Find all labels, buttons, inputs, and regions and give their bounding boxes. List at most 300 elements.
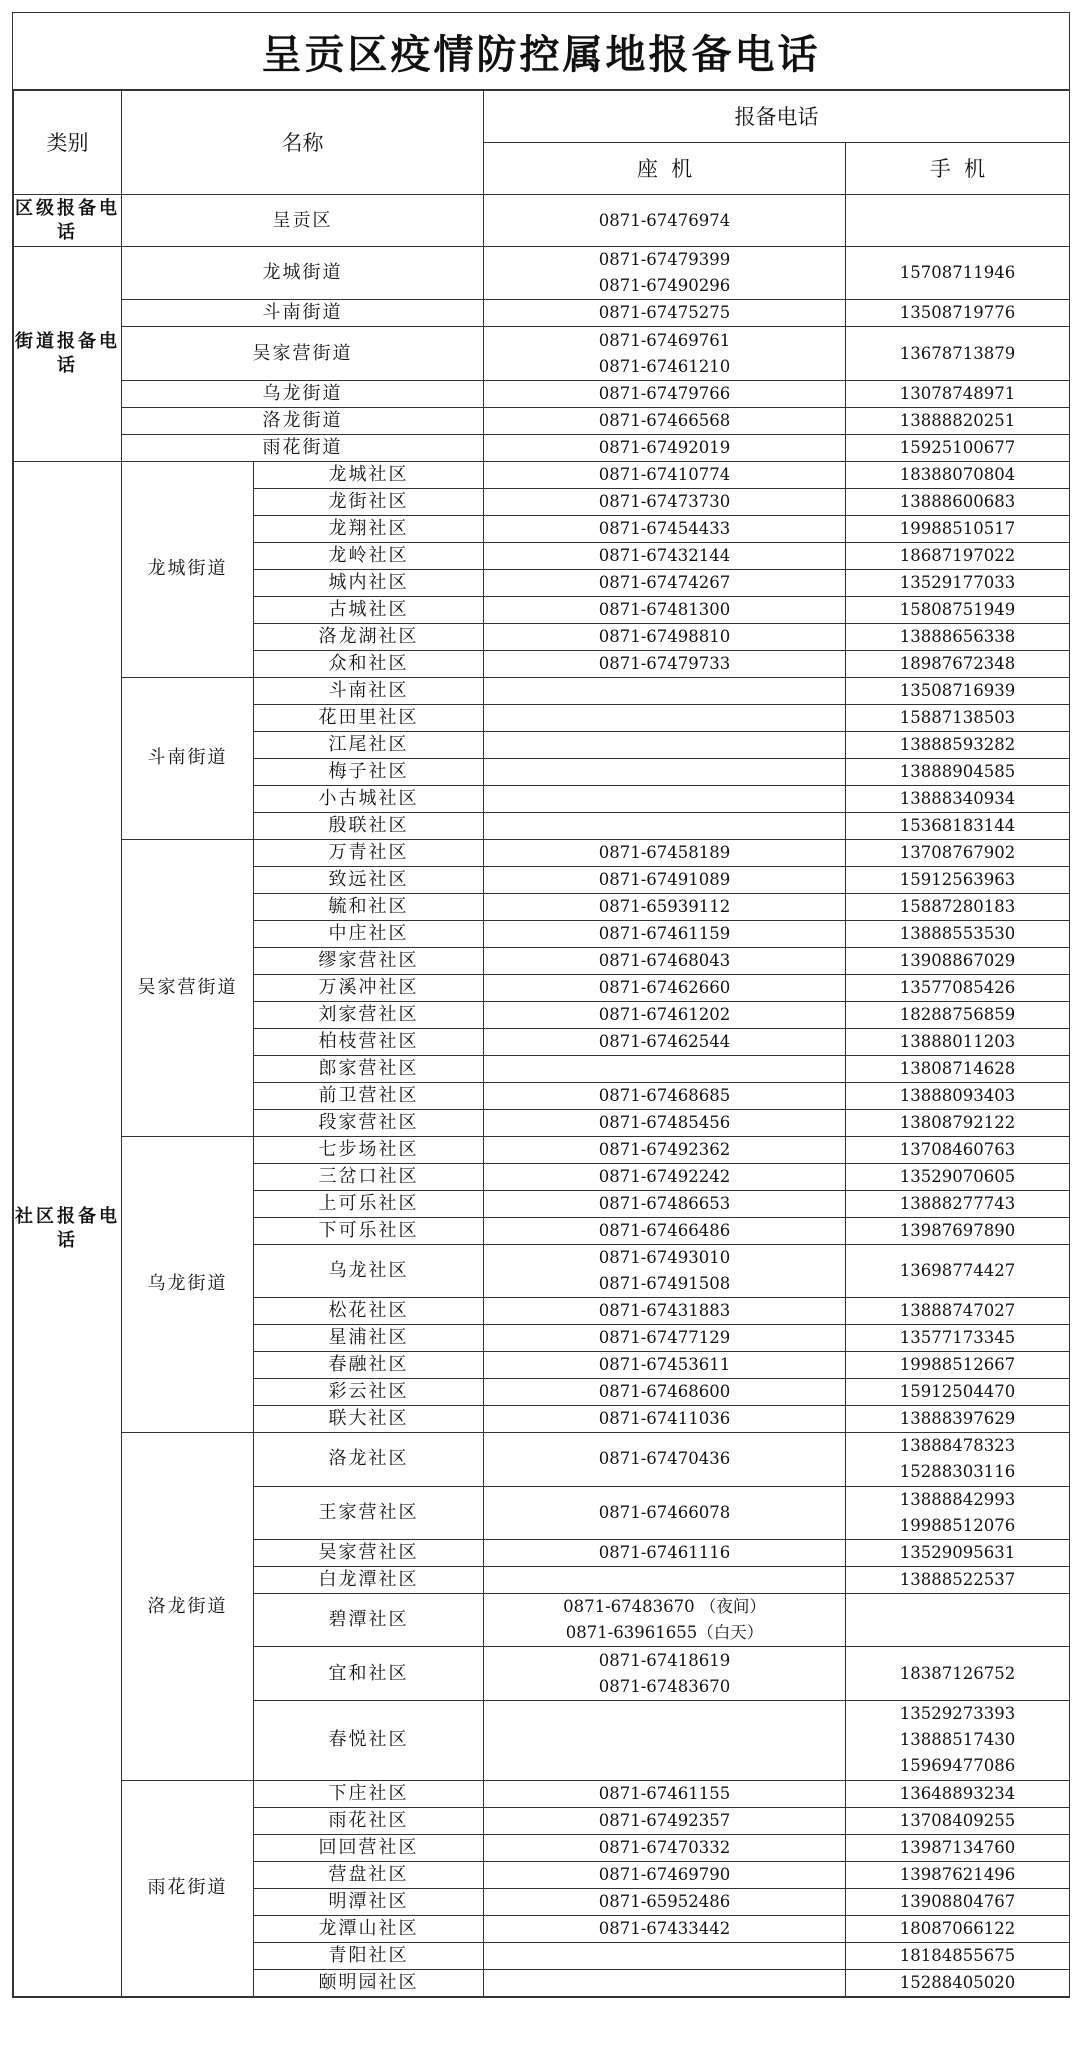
landline-cell	[484, 461, 846, 488]
mobile-cell-line: 13888656338	[899, 626, 1016, 646]
landline-cell-line: 0871-67466568	[598, 410, 731, 430]
landline-cell	[484, 947, 846, 974]
landline-cell	[484, 1888, 846, 1915]
community-name: 星浦社区	[254, 1325, 484, 1352]
landline-cell	[484, 974, 846, 1001]
mobile-cell-line: 13888093403	[899, 1085, 1016, 1105]
landline-cell	[484, 300, 846, 327]
mobile-cell-line: 15368183144	[899, 815, 1016, 835]
landline-cell	[484, 380, 846, 407]
mobile-cell	[846, 839, 1070, 866]
mobile-cell	[846, 1861, 1070, 1888]
mobile-cell	[846, 1807, 1070, 1834]
landline-cell	[484, 515, 846, 542]
header-category: 类别	[14, 91, 122, 195]
landline-cell	[484, 195, 846, 247]
landline-cell-line: 0871-67411036	[598, 1409, 731, 1429]
landline-cell-line: 0871-67466486	[598, 1220, 731, 1240]
mobile-cell	[846, 1190, 1070, 1217]
community-name: 梅子社区	[254, 758, 484, 785]
mobile-cell-line: 18388070804	[899, 464, 1016, 484]
mobile-cell-line: 19988510517	[899, 518, 1016, 538]
community-name: 龙潭山社区	[254, 1915, 484, 1942]
landline-cell-line: 0871-67462660	[598, 977, 731, 997]
community-name: 毓和社区	[254, 893, 484, 920]
mobile-cell-line: 13648893234	[899, 1783, 1016, 1803]
table-row	[14, 461, 1070, 488]
community-name: 吴家营社区	[254, 1539, 484, 1566]
landline-cell	[484, 1379, 846, 1406]
page-title: 呈贡区疫情防控属地报备电话	[13, 13, 1069, 90]
row-name: 斗南街道	[122, 300, 484, 327]
landline-cell	[484, 920, 846, 947]
landline-cell	[484, 327, 846, 380]
community-name: 春融社区	[254, 1352, 484, 1379]
mobile-cell	[846, 1217, 1070, 1244]
landline-cell-line: 0871-67479766	[598, 383, 731, 403]
mobile-cell-line: 15708711946	[899, 263, 1016, 283]
landline-cell	[484, 1861, 846, 1888]
mobile-cell-line: 13708460763	[899, 1139, 1016, 1159]
landline-cell-line: 0871-67469761	[598, 330, 731, 350]
mobile-cell	[846, 785, 1070, 812]
landline-cell	[484, 1700, 846, 1780]
landline-cell-line: 0871-65952486	[598, 1891, 731, 1911]
mobile-cell	[846, 704, 1070, 731]
mobile-cell-line: 13508719776	[899, 303, 1016, 323]
category-cell: 社区报备电话	[14, 461, 122, 1996]
community-name: 青阳社区	[254, 1942, 484, 1969]
landline-cell-line: 0871-67491089	[598, 869, 731, 889]
mobile-cell	[846, 1647, 1070, 1700]
landline-cell-line: 0871-67461116	[598, 1542, 731, 1562]
landline-cell	[484, 1647, 846, 1700]
table-row	[14, 1136, 1070, 1163]
mobile-cell-line: 13987697890	[899, 1220, 1016, 1240]
mobile-cell	[846, 1082, 1070, 1109]
header-name: 名称	[122, 91, 484, 195]
mobile-cell-line: 13987134760	[899, 1837, 1016, 1857]
landline-cell-line: 0871-67490296	[598, 276, 731, 296]
mobile-cell-line: 13888478323	[899, 1436, 1016, 1456]
landline-cell-line: 0871-67462544	[598, 1031, 731, 1051]
landline-cell	[484, 1942, 846, 1969]
mobile-cell-line: 18087066122	[899, 1918, 1016, 1938]
landline-cell-line: 0871-67493010	[598, 1247, 731, 1267]
landline-cell	[484, 1244, 846, 1297]
table-row	[14, 247, 1070, 300]
community-name: 城内社区	[254, 569, 484, 596]
street-group-cell: 龙城街道	[122, 461, 254, 677]
landline-cell-line: 0871-67485456	[598, 1112, 731, 1132]
community-name: 宜和社区	[254, 1647, 484, 1700]
table-row	[14, 195, 1070, 247]
community-name: 回回营社区	[254, 1834, 484, 1861]
mobile-cell-line: 18387126752	[899, 1663, 1016, 1683]
landline-cell	[484, 1325, 846, 1352]
mobile-cell	[846, 920, 1070, 947]
mobile-cell	[846, 947, 1070, 974]
row-name: 吴家营街道	[122, 327, 484, 380]
landline-cell	[484, 731, 846, 758]
mobile-cell	[846, 542, 1070, 569]
landline-cell-line: 0871-67477129	[598, 1328, 731, 1348]
table-row	[14, 380, 1070, 407]
mobile-cell	[846, 1109, 1070, 1136]
landline-cell	[484, 1298, 846, 1325]
mobile-cell	[846, 596, 1070, 623]
community-name: 斗南社区	[254, 677, 484, 704]
mobile-cell-line: 13888904585	[899, 761, 1016, 781]
mobile-cell-line: 15887280183	[899, 896, 1016, 916]
landline-cell-line: 0871-67475275	[598, 303, 731, 323]
community-name: 碧潭社区	[254, 1593, 484, 1646]
community-name: 雨花社区	[254, 1807, 484, 1834]
landline-cell	[484, 488, 846, 515]
mobile-cell	[846, 1780, 1070, 1807]
mobile-cell-line: 13529095631	[899, 1542, 1016, 1562]
landline-cell	[484, 542, 846, 569]
mobile-cell-line: 13987621496	[899, 1864, 1016, 1884]
mobile-cell-line: 13577173345	[899, 1328, 1016, 1348]
mobile-cell	[846, 327, 1070, 380]
community-name: 三岔口社区	[254, 1163, 484, 1190]
mobile-cell-line: 13888747027	[899, 1301, 1016, 1321]
community-name: 下可乐社区	[254, 1217, 484, 1244]
mobile-cell-line: 13888842993	[899, 1489, 1016, 1509]
mobile-cell-line: 13888277743	[899, 1193, 1016, 1213]
community-name: 洛龙湖社区	[254, 623, 484, 650]
mobile-cell	[846, 1433, 1070, 1486]
community-name: 小古城社区	[254, 785, 484, 812]
community-name: 古城社区	[254, 596, 484, 623]
community-name: 众和社区	[254, 650, 484, 677]
landline-cell-line: 0871-67470332	[598, 1837, 731, 1857]
mobile-cell-line: 13888517430	[899, 1730, 1016, 1750]
landline-cell	[484, 893, 846, 920]
landline-cell	[484, 1190, 846, 1217]
landline-cell	[484, 1352, 846, 1379]
landline-cell-line: 0871-67418619	[598, 1650, 731, 1670]
mobile-cell-line: 13888820251	[899, 410, 1016, 430]
landline-cell	[484, 1566, 846, 1593]
table-row	[14, 839, 1070, 866]
mobile-cell-line: 15969477086	[899, 1756, 1016, 1776]
mobile-cell-line: 15808751949	[899, 599, 1016, 619]
phone-table	[13, 90, 1070, 1997]
landline-cell-line: 0871-67474267	[598, 572, 731, 592]
mobile-cell-line: 13888340934	[899, 788, 1016, 808]
community-name: 七步场社区	[254, 1136, 484, 1163]
mobile-cell	[846, 1298, 1070, 1325]
mobile-cell	[846, 488, 1070, 515]
table-row	[14, 1433, 1070, 1486]
landline-cell	[484, 1217, 846, 1244]
landline-cell-line: 0871-67498810	[598, 626, 731, 646]
mobile-cell-line: 13708767902	[899, 842, 1016, 862]
landline-cell-line: 0871-67491508	[598, 1273, 731, 1293]
mobile-cell	[846, 1834, 1070, 1861]
community-name: 上可乐社区	[254, 1190, 484, 1217]
street-group-cell: 吴家营街道	[122, 839, 254, 1136]
table-body	[14, 195, 1070, 1997]
landline-cell-line: 0871-67483670	[598, 1676, 731, 1696]
landline-cell-line: 0871-65939112	[598, 896, 731, 916]
mobile-cell	[846, 1700, 1070, 1780]
landline-cell	[484, 596, 846, 623]
landline-cell	[484, 1055, 846, 1082]
mobile-cell	[846, 434, 1070, 461]
table-row	[14, 1780, 1070, 1807]
landline-cell-line: 0871-67492242	[598, 1166, 731, 1186]
mobile-cell	[846, 1566, 1070, 1593]
mobile-cell	[846, 380, 1070, 407]
landline-cell	[484, 1486, 846, 1539]
mobile-cell-line: 15925100677	[899, 437, 1016, 457]
landline-cell-line: 0871-67461210	[598, 356, 731, 376]
landline-cell	[484, 677, 846, 704]
landline-cell	[484, 1433, 846, 1486]
landline-cell	[484, 1406, 846, 1433]
mobile-cell	[846, 650, 1070, 677]
mobile-cell-line: 15288303116	[899, 1462, 1016, 1482]
mobile-cell	[846, 1406, 1070, 1433]
mobile-cell-line: 13678713879	[899, 343, 1016, 363]
landline-cell-line: 0871-67476974	[598, 210, 731, 230]
community-name: 王家营社区	[254, 1486, 484, 1539]
mobile-cell	[846, 515, 1070, 542]
mobile-cell	[846, 1915, 1070, 1942]
category-cell: 街道报备电话	[14, 247, 122, 462]
landline-cell-line: 0871-67461159	[598, 923, 731, 943]
community-name: 段家营社区	[254, 1109, 484, 1136]
landline-cell-line: 0871-67466078	[598, 1502, 731, 1522]
landline-cell-line: 0871-67468685	[598, 1085, 731, 1105]
community-name: 下庄社区	[254, 1780, 484, 1807]
street-group-cell: 雨花街道	[122, 1780, 254, 1996]
community-name: 前卫营社区	[254, 1082, 484, 1109]
mobile-cell	[846, 1055, 1070, 1082]
table-row	[14, 677, 1070, 704]
community-name: 乌龙社区	[254, 1244, 484, 1297]
landline-cell-line: 0871-67468600	[598, 1382, 731, 1402]
mobile-cell-line: 18687197022	[899, 545, 1016, 565]
mobile-cell	[846, 893, 1070, 920]
landline-cell	[484, 785, 846, 812]
mobile-cell	[846, 1593, 1070, 1646]
mobile-cell	[846, 974, 1070, 1001]
mobile-cell-line: 13577085426	[899, 977, 1016, 997]
mobile-cell	[846, 407, 1070, 434]
mobile-cell-line: 13078748971	[899, 383, 1016, 403]
landline-cell-line: 0871-67461202	[598, 1004, 731, 1024]
mobile-cell-line: 13698774427	[899, 1260, 1016, 1280]
landline-cell	[484, 1780, 846, 1807]
community-name: 刘家营社区	[254, 1001, 484, 1028]
mobile-cell-line: 18288756859	[899, 1004, 1016, 1024]
landline-cell-line: 0871-67470436	[598, 1449, 731, 1469]
mobile-cell	[846, 812, 1070, 839]
header-landline: 座 机	[484, 143, 846, 195]
landline-cell	[484, 1834, 846, 1861]
landline-cell	[484, 650, 846, 677]
landline-cell	[484, 704, 846, 731]
table-row	[14, 434, 1070, 461]
mobile-cell	[846, 1325, 1070, 1352]
mobile-cell	[846, 1969, 1070, 1996]
landline-cell-line: 0871-67454433	[598, 518, 731, 538]
landline-cell	[484, 1082, 846, 1109]
landline-cell	[484, 1163, 846, 1190]
mobile-cell-line: 15912504470	[899, 1382, 1016, 1402]
community-name: 万青社区	[254, 839, 484, 866]
community-name: 柏枝营社区	[254, 1028, 484, 1055]
mobile-cell-line: 18184855675	[899, 1945, 1016, 1965]
landline-cell	[484, 407, 846, 434]
table-row	[14, 327, 1070, 380]
mobile-cell	[846, 758, 1070, 785]
mobile-cell-line: 13888593282	[899, 734, 1016, 754]
street-group-cell: 洛龙街道	[122, 1433, 254, 1781]
landline-cell	[484, 1593, 846, 1646]
landline-cell	[484, 1915, 846, 1942]
mobile-cell	[846, 1001, 1070, 1028]
table-header	[14, 91, 1070, 195]
mobile-cell	[846, 623, 1070, 650]
mobile-cell	[846, 1942, 1070, 1969]
mobile-cell	[846, 677, 1070, 704]
landline-cell	[484, 623, 846, 650]
landline-cell	[484, 247, 846, 300]
mobile-cell	[846, 1486, 1070, 1539]
landline-cell-line: 0871-67479399	[598, 250, 731, 270]
community-name: 春悦社区	[254, 1700, 484, 1780]
landline-cell-line: 0871-67481300	[598, 599, 731, 619]
landline-cell-line: 0871-67461155	[598, 1783, 731, 1803]
landline-cell-line: 0871-67473730	[598, 491, 731, 511]
community-name: 联大社区	[254, 1406, 484, 1433]
community-name: 明潭社区	[254, 1888, 484, 1915]
category-cell: 区级报备电话	[14, 195, 122, 247]
landline-cell	[484, 569, 846, 596]
mobile-cell	[846, 300, 1070, 327]
mobile-cell	[846, 461, 1070, 488]
table-row	[14, 300, 1070, 327]
mobile-cell-line: 13508716939	[899, 680, 1016, 700]
mobile-cell	[846, 569, 1070, 596]
header-mobile: 手 机	[846, 143, 1070, 195]
landline-cell-line: 0871-67431883	[598, 1301, 731, 1321]
mobile-cell	[846, 1888, 1070, 1915]
table-row	[14, 407, 1070, 434]
community-name: 花田里社区	[254, 704, 484, 731]
community-name: 龙城社区	[254, 461, 484, 488]
landline-cell	[484, 1969, 846, 1996]
mobile-cell-line: 13529177033	[899, 572, 1016, 592]
landline-cell	[484, 1028, 846, 1055]
community-name: 万溪冲社区	[254, 974, 484, 1001]
mobile-cell	[846, 1379, 1070, 1406]
row-name: 乌龙街道	[122, 380, 484, 407]
row-name: 雨花街道	[122, 434, 484, 461]
community-name: 江尾社区	[254, 731, 484, 758]
row-name: 龙城街道	[122, 247, 484, 300]
community-name: 营盘社区	[254, 1861, 484, 1888]
mobile-cell-line: 13529273393	[899, 1704, 1016, 1724]
landline-cell	[484, 434, 846, 461]
row-name: 呈贡区	[122, 195, 484, 247]
mobile-cell-line: 18987672348	[899, 653, 1016, 673]
street-group-cell: 斗南街道	[122, 677, 254, 839]
community-name: 颐明园社区	[254, 1969, 484, 1996]
mobile-cell	[846, 1352, 1070, 1379]
mobile-cell	[846, 1163, 1070, 1190]
landline-cell-line: 0871-67458189	[598, 842, 731, 862]
phone-directory-sheet	[12, 12, 1070, 1998]
community-name: 龙街社区	[254, 488, 484, 515]
landline-cell-line: 0871-67469790	[598, 1864, 731, 1884]
landline-cell-line: 0871-63961655（白天）	[565, 1623, 764, 1643]
landline-cell	[484, 812, 846, 839]
landline-cell	[484, 1136, 846, 1163]
mobile-cell-line: 13908867029	[899, 950, 1016, 970]
mobile-cell	[846, 1244, 1070, 1297]
landline-cell-line: 0871-67483670 （夜间）	[563, 1597, 766, 1617]
landline-cell	[484, 1109, 846, 1136]
community-name: 郎家营社区	[254, 1055, 484, 1082]
landline-cell-line: 0871-67492362	[598, 1139, 731, 1159]
street-group-cell: 乌龙街道	[122, 1136, 254, 1432]
mobile-cell-line: 13808792122	[899, 1112, 1016, 1132]
landline-cell-line: 0871-67486653	[598, 1193, 731, 1213]
landline-cell	[484, 1539, 846, 1566]
mobile-cell-line: 19988512076	[899, 1515, 1016, 1535]
mobile-cell-line: 13888397629	[899, 1409, 1016, 1429]
landline-cell	[484, 1001, 846, 1028]
landline-cell	[484, 1807, 846, 1834]
landline-cell-line: 0871-67433442	[598, 1918, 731, 1938]
mobile-cell-line: 15288405020	[899, 1972, 1016, 1992]
community-name: 洛龙社区	[254, 1433, 484, 1486]
mobile-cell-line: 15887138503	[899, 707, 1016, 727]
mobile-cell	[846, 866, 1070, 893]
mobile-cell-line: 13888011203	[899, 1031, 1016, 1051]
community-name: 彩云社区	[254, 1379, 484, 1406]
header-report-phone: 报备电话	[484, 91, 1070, 143]
mobile-cell-line: 15912563963	[899, 869, 1016, 889]
landline-cell	[484, 866, 846, 893]
mobile-cell	[846, 731, 1070, 758]
community-name: 中庄社区	[254, 920, 484, 947]
mobile-cell-line: 13908804767	[899, 1891, 1016, 1911]
mobile-cell-line: 19988512667	[899, 1355, 1016, 1375]
mobile-cell-line: 13888553530	[899, 923, 1016, 943]
community-name: 松花社区	[254, 1298, 484, 1325]
mobile-cell-line: 13708409255	[899, 1810, 1016, 1830]
landline-cell-line: 0871-67468043	[598, 950, 731, 970]
community-name: 龙翔社区	[254, 515, 484, 542]
landline-cell	[484, 758, 846, 785]
mobile-cell	[846, 195, 1070, 247]
landline-cell-line: 0871-67492357	[598, 1810, 731, 1830]
row-name: 洛龙街道	[122, 407, 484, 434]
landline-cell-line: 0871-67432144	[598, 545, 731, 565]
community-name: 殷联社区	[254, 812, 484, 839]
mobile-cell	[846, 1136, 1070, 1163]
community-name: 白龙潭社区	[254, 1566, 484, 1593]
landline-cell-line: 0871-67453611	[598, 1355, 731, 1375]
community-name: 龙岭社区	[254, 542, 484, 569]
